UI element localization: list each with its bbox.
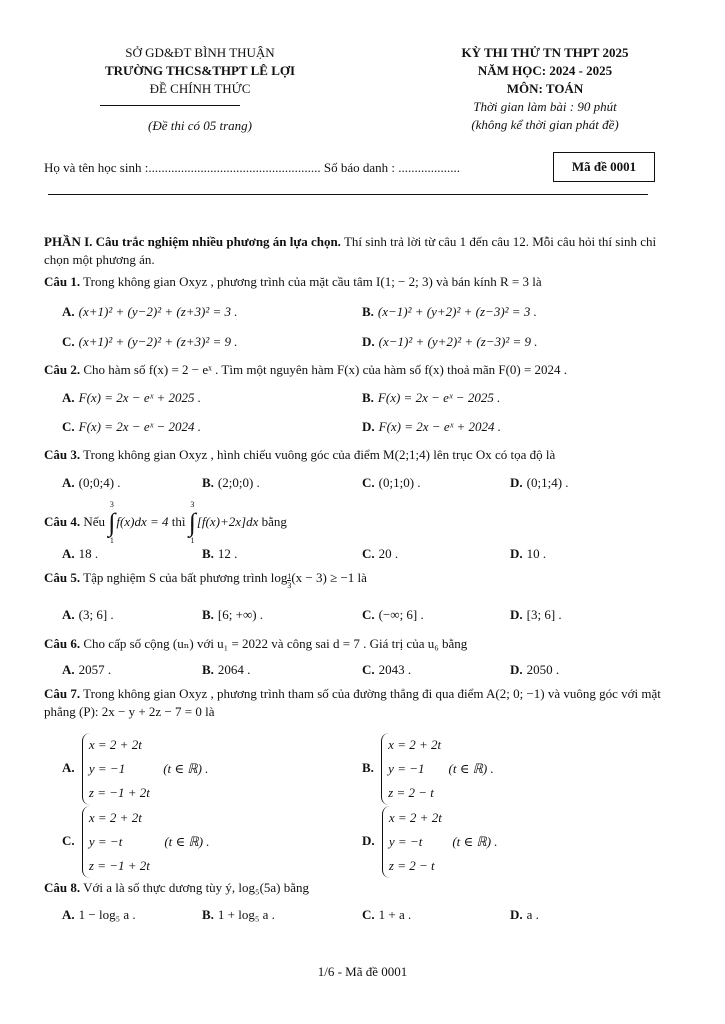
option-label: A. (62, 390, 75, 405)
equation-z: z = 2 − t (388, 858, 435, 873)
option-label: D. (510, 607, 523, 622)
option-label: C. (62, 832, 75, 848)
question-label: Câu 2. (44, 362, 81, 377)
equation-x: x = 2 + 2t (88, 737, 142, 752)
equation-system (381, 733, 494, 805)
option-label: B. (202, 475, 214, 490)
equation-x: x = 2 + 2t (388, 737, 442, 752)
equation-system (382, 806, 498, 878)
exam-code-box: Mã đề 0001 (553, 152, 655, 182)
option-label: C. (362, 546, 375, 561)
option-label: C. (62, 334, 75, 349)
log-base-denominator: 3 (287, 581, 292, 590)
option-label: A. (62, 662, 75, 677)
equation-y-text: y = −t (388, 834, 423, 849)
option-text: F(x) = 2x − eˣ − 2024 . (78, 419, 202, 434)
q6-option-a[interactable] (62, 661, 111, 679)
option-label: B. (202, 907, 214, 922)
equation-y-text: y = −1 (88, 761, 126, 776)
question-text: Trong không gian Oxyz , phương trình của mặt cầu tâm I(1; − 2; 3) và bán kính R = 3 là (80, 274, 542, 289)
option-label: A. (62, 759, 75, 775)
option-label: A. (62, 475, 75, 490)
option-text: F(x) = 2x − eˣ + 2024 . (378, 419, 502, 434)
school-name: TRƯỜNG THCS&THPT LÊ LỢI (104, 63, 296, 78)
option-label: A. (62, 607, 75, 622)
q8-option-b[interactable] (202, 906, 275, 924)
q1-option-b[interactable] (362, 303, 537, 321)
header-rule (48, 194, 648, 195)
equation-y-text: y = −t (88, 834, 123, 849)
question-label: Câu 5. (44, 570, 81, 585)
question-text: Trong không gian Oxyz , hình chiếu vuông góc của điểm M(2;1;4) lên trục Ox có tọa độ là (80, 447, 556, 462)
q1-option-d[interactable] (362, 333, 538, 351)
option-text: (3; 6] . (78, 607, 114, 622)
q7-option-b[interactable] (362, 733, 494, 805)
equation-y (89, 830, 210, 854)
option-label: B. (202, 546, 214, 561)
option-label: B. (202, 662, 214, 677)
question-text: Tập nghiệm S của bất phương trình log (80, 570, 288, 585)
q7-option-a[interactable] (62, 733, 208, 805)
option-text: (0;1;4) . (526, 475, 569, 490)
option-text: (0;0;4) . (78, 475, 121, 490)
question-label: Câu 7. (44, 686, 81, 701)
q1-option-c[interactable] (62, 333, 238, 351)
option-text: F(x) = 2x − eˣ − 2025 . (377, 390, 501, 405)
option-label: D. (362, 832, 375, 848)
option-label: A. (62, 304, 75, 319)
equation-y (388, 757, 494, 781)
time-note: (không kể thời gian phát đề) (471, 117, 619, 132)
equation-z: z = 2 − t (388, 785, 434, 800)
official-label: ĐỀ CHÍNH THỨC (149, 81, 251, 96)
option-text: (2;0;0) . (217, 475, 260, 490)
option-text: a . (526, 907, 539, 922)
part-instructions (44, 233, 684, 269)
option-text: (0;1;0) . (378, 475, 421, 490)
integral-sign-icon: ∫ (188, 508, 196, 537)
integral-expression: f(x)dx = 4 (116, 513, 169, 529)
question-label: Câu 1. (44, 274, 81, 289)
option-label: B. (362, 759, 374, 775)
option-label: B. (202, 607, 214, 622)
param-domain: (t ∈ ℝ) . (163, 761, 209, 776)
q8-option-a[interactable] (62, 906, 136, 924)
question-text: Trong không gian Oxyz , phương trình tham số của đường thẳng đi qua điểm A(2; 0; −1) và vuông góc với mặt phẳng (P): 2x − y + 2z − 7 = 0 là (44, 686, 661, 719)
option-text: 2057 . (78, 662, 112, 677)
page-count: (Đề thi có 05 trang) (148, 118, 252, 133)
question-text: Với a là số thực dương tùy ý, log₅(5a) bằng (80, 880, 310, 895)
q5-option-d[interactable] (510, 606, 562, 624)
q2-option-b[interactable] (362, 389, 500, 407)
q6-option-d[interactable] (510, 661, 559, 679)
q6-option-c[interactable] (362, 661, 411, 679)
option-label: B. (362, 304, 374, 319)
option-text: 2050 . (526, 662, 560, 677)
integral-limits (189, 500, 196, 546)
equation-x: x = 2 + 2t (388, 810, 442, 825)
question-text: Cho hàm số f(x) = 2 − eˣ . Tìm một nguyên hàm F(x) của hàm số f(x) thoả mãn F(0) = 2024 . (80, 362, 568, 377)
option-text: 18 . (78, 546, 99, 561)
question-text: Cho cấp số cộng (uₙ) với u₁ = 2022 và công sai d = 7 . Giá trị của u₆ bằng (80, 636, 468, 651)
option-label: B. (362, 390, 374, 405)
question-7 (44, 685, 684, 721)
log-base-numerator: 1 (287, 572, 292, 581)
question-text: thì (168, 513, 186, 529)
option-label: A. (62, 546, 75, 561)
option-label: C. (362, 662, 375, 677)
option-label: A. (62, 907, 75, 922)
q6-option-b[interactable] (202, 661, 250, 679)
q2-option-c[interactable] (62, 418, 201, 436)
integral-sign-icon: ∫ (108, 508, 116, 537)
question-text: bằng (258, 513, 287, 529)
q4-option-a[interactable] (62, 545, 98, 563)
option-text: [3; 6] . (526, 607, 562, 622)
q5-option-c[interactable] (362, 606, 424, 624)
header-left (90, 44, 310, 98)
option-text: 1 + log₅ a . (217, 907, 275, 922)
option-label: D. (510, 907, 523, 922)
q1-option-a[interactable] (62, 303, 238, 321)
option-label: D. (510, 662, 523, 677)
part-description: Thí sinh trả lời từ câu 1 đến câu 12. Mỗi câu hỏi thí sinh chỉ chọn một phương án. (44, 234, 657, 267)
q8-option-d[interactable] (510, 906, 539, 924)
q3-option-a[interactable] (62, 474, 121, 492)
q7-option-c[interactable] (62, 806, 210, 878)
option-text: 20 . (378, 546, 399, 561)
equation-system (82, 733, 209, 805)
option-text: 2043 . (378, 662, 412, 677)
question-label: Câu 8. (44, 880, 81, 895)
question-3 (44, 446, 684, 464)
option-text: F(x) = 2x − eˣ + 2025 . (78, 390, 202, 405)
option-text: (x−1)² + (y+2)² + (z−3)² = 3 . (377, 304, 537, 319)
question-4 (44, 500, 684, 546)
param-domain: (t ∈ ℝ) . (164, 834, 210, 849)
option-text: (−∞; 6] . (378, 607, 424, 622)
q4-option-d[interactable] (510, 545, 546, 563)
option-text: 1 + a . (378, 907, 412, 922)
student-info-line: Họ và tên học sinh :..................................................... Số báo danh : ................... (44, 160, 460, 175)
param-domain: (t ∈ ℝ) . (452, 834, 498, 849)
option-text: 10 . (526, 546, 547, 561)
option-label: D. (362, 419, 375, 434)
q8-option-c[interactable] (362, 906, 411, 924)
q4-option-c[interactable] (362, 545, 398, 563)
option-text: (x+1)² + (y−2)² + (z+3)² = 3 . (78, 304, 238, 319)
question-text: (x − 3) ≥ −1 là (291, 570, 367, 585)
question-5 (44, 569, 684, 590)
question-label: Câu 3. (44, 447, 81, 462)
dept-name: SỞ GD&ĐT BÌNH THUẬN (125, 45, 275, 60)
lower-limit: 1 (190, 536, 195, 545)
upper-limit: 3 (109, 500, 114, 509)
equation-system (82, 806, 210, 878)
q4-option-b[interactable] (202, 545, 237, 563)
question-6 (44, 635, 684, 653)
question-label: Câu 6. (44, 636, 81, 651)
q2-option-d[interactable] (362, 418, 501, 436)
question-8 (44, 879, 684, 897)
question-text: Nếu (80, 513, 106, 529)
header-divider (100, 105, 240, 106)
equation-x: x = 2 + 2t (88, 810, 142, 825)
upper-limit: 3 (190, 500, 195, 509)
option-label: C. (362, 907, 375, 922)
q3-option-c[interactable] (362, 474, 421, 492)
option-label: C. (362, 475, 375, 490)
option-label: C. (362, 607, 375, 622)
option-text: (x+1)² + (y−2)² + (z+3)² = 9 . (78, 334, 238, 349)
q3-option-d[interactable] (510, 474, 569, 492)
equation-y (89, 757, 209, 781)
option-label: D. (510, 475, 523, 490)
q5-option-b[interactable] (202, 606, 263, 624)
param-domain: (t ∈ ℝ) . (448, 761, 494, 776)
lower-limit: 1 (109, 536, 114, 545)
exam-title: KỲ THI THỬ TN THPT 2025 (461, 45, 629, 60)
header-right (420, 44, 670, 134)
option-label: C. (62, 419, 75, 434)
q3-option-b[interactable] (202, 474, 260, 492)
school-year: NĂM HỌC: 2024 - 2025 (477, 63, 613, 78)
option-text: (x−1)² + (y+2)² + (z−3)² = 9 . (378, 334, 538, 349)
option-text: 12 . (217, 546, 238, 561)
q2-option-a[interactable] (62, 389, 201, 407)
part-title: PHẦN I. Câu trắc nghiệm nhiều phương án lựa chọn. (44, 234, 341, 249)
integral-expression: [f(x)+2x]dx (196, 513, 259, 529)
question-1 (44, 273, 684, 291)
page-footer: 1/6 - Mã đề 0001 (317, 964, 408, 979)
option-text: 2064 . (217, 662, 251, 677)
equation-z: z = −1 + 2t (88, 785, 150, 800)
question-label: Câu 4. (44, 513, 81, 529)
equation-y-text: y = −1 (388, 761, 425, 776)
option-label: D. (362, 334, 375, 349)
integral-limits (108, 500, 115, 546)
exam-time: Thời gian làm bài : 90 phút (473, 99, 617, 114)
q7-option-d[interactable] (362, 806, 498, 878)
option-label: D. (510, 546, 523, 561)
option-text: [6; +∞) . (217, 607, 264, 622)
question-2 (44, 361, 684, 379)
option-text: 1 − log₅ a . (78, 907, 136, 922)
equation-z: z = −1 + 2t (88, 858, 150, 873)
subject: MÔN: TOÁN (506, 81, 584, 96)
equation-y (389, 830, 498, 854)
q5-option-a[interactable] (62, 606, 114, 624)
